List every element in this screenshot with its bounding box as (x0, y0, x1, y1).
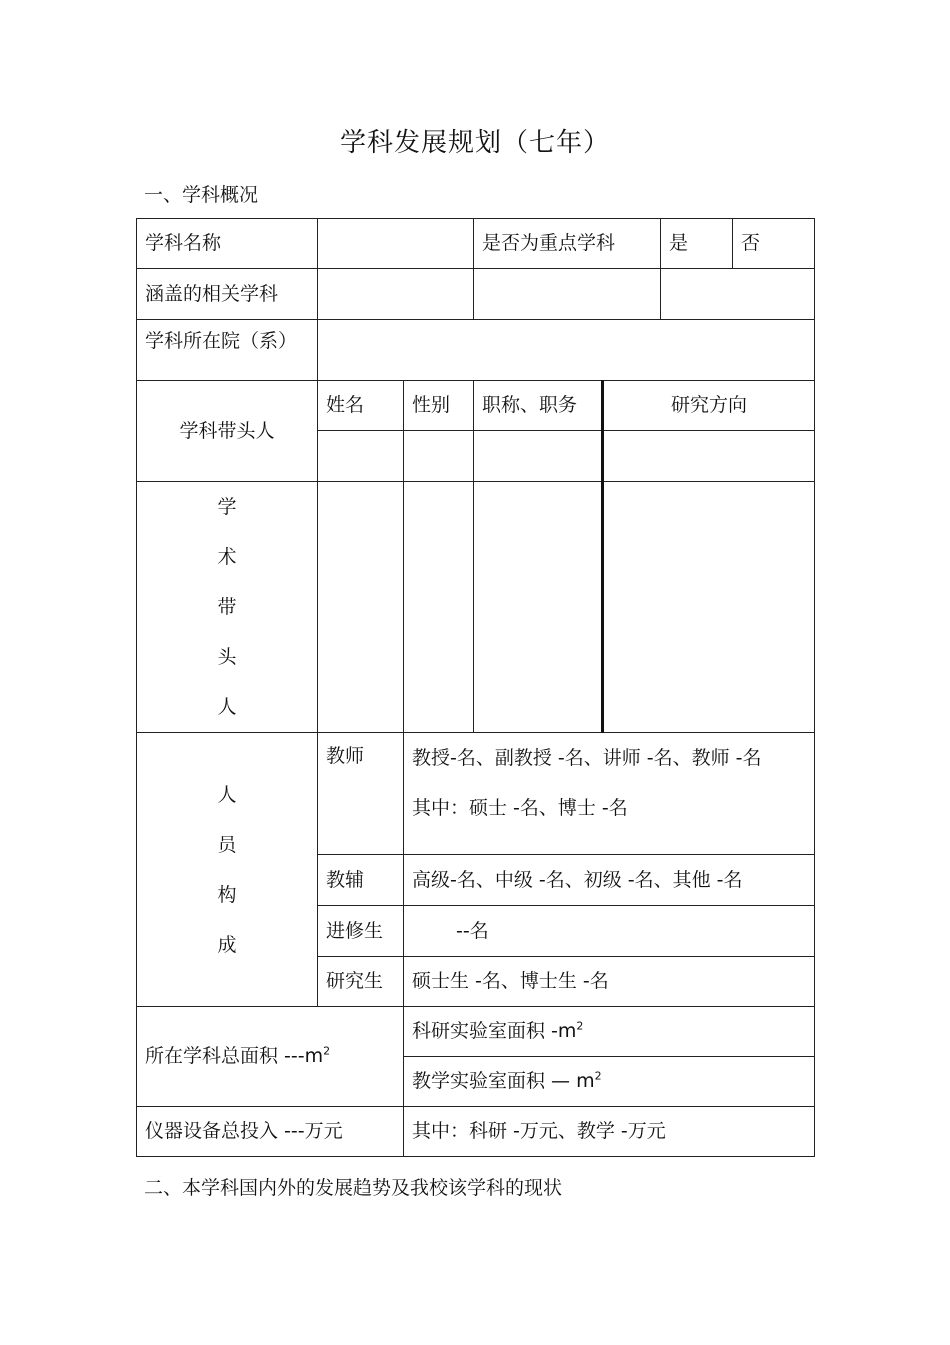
teacher-line-2: 其中：硕士 -名、博士 -名 (412, 797, 628, 819)
department-field[interactable] (318, 320, 815, 381)
section-heading-overview: 一、学科概况 (144, 184, 259, 206)
related-subjects-field-1[interactable] (318, 269, 474, 320)
subject-name-field[interactable] (318, 219, 474, 269)
trainee-label: 进修生 (318, 906, 404, 957)
academic-leader-name-field[interactable] (318, 482, 404, 733)
related-subjects-field-3[interactable] (661, 269, 815, 320)
research-lab-area: 科研实验室面积 $-m^2$ (404, 1007, 815, 1057)
subject-name-label: 学科名称 (137, 219, 318, 269)
col-research-header: 研究方向 (603, 381, 815, 431)
academic-leader-gender-field[interactable] (404, 482, 474, 733)
col-gender-header: 性别 (404, 381, 474, 431)
assistant-counts: 高级-名、中级 -名、初级 -名、其他 -名 (404, 855, 815, 906)
section-heading-trends: 二、本学科国内外的发展趋势及我校该学科的现状 (144, 1177, 563, 1199)
leader-name-field[interactable] (318, 431, 404, 482)
teaching-lab-area: 教学实验室面积 — $m^2$ (404, 1057, 815, 1107)
key-subject-label: 是否为重点学科 (474, 219, 661, 269)
teacher-line-1: 教授-名、副教授 -名、讲师 -名、教师 -名 (412, 747, 762, 769)
academic-leader-research-field[interactable] (603, 482, 815, 733)
col-title-header: 职称、职务 (474, 381, 603, 431)
academic-leaders-label: 学 术 带 头 人 (137, 482, 318, 733)
staff-composition-label: 人 员 构 成 (137, 733, 318, 1007)
key-subject-no[interactable]: 否 (733, 219, 815, 269)
leader-title-field[interactable] (474, 431, 603, 482)
department-label: 学科所在院（系） (137, 320, 318, 381)
teacher-counts (404, 733, 815, 855)
leader-label: 学科带头人 (137, 381, 318, 482)
page-title: 学科发展规划（七年） (339, 128, 610, 158)
related-subjects-field-2[interactable] (474, 269, 661, 320)
equipment-investment-detail: 其中：科研 -万元、教学 -万元 (404, 1107, 815, 1157)
grad-counts: 硕士生 -名、博士生 -名 (404, 957, 815, 1007)
academic-leader-title-field[interactable] (474, 482, 603, 733)
subject-overview-table (136, 218, 815, 1157)
leader-research-field[interactable] (603, 431, 815, 482)
leader-gender-field[interactable] (404, 431, 474, 482)
key-subject-yes[interactable]: 是 (661, 219, 733, 269)
col-name-header: 姓名 (318, 381, 404, 431)
equipment-investment-label: 仪器设备总投入 ---万元 (137, 1107, 404, 1157)
grad-label: 研究生 (318, 957, 404, 1007)
assistant-label: 教辅 (318, 855, 404, 906)
total-area-label: 所在学科总面积 $---m^2$ (137, 1007, 404, 1107)
teacher-label: 教师 (318, 733, 404, 855)
related-subjects-label: 涵盖的相关学科 (137, 269, 318, 320)
trainee-counts: --名 (404, 906, 815, 957)
